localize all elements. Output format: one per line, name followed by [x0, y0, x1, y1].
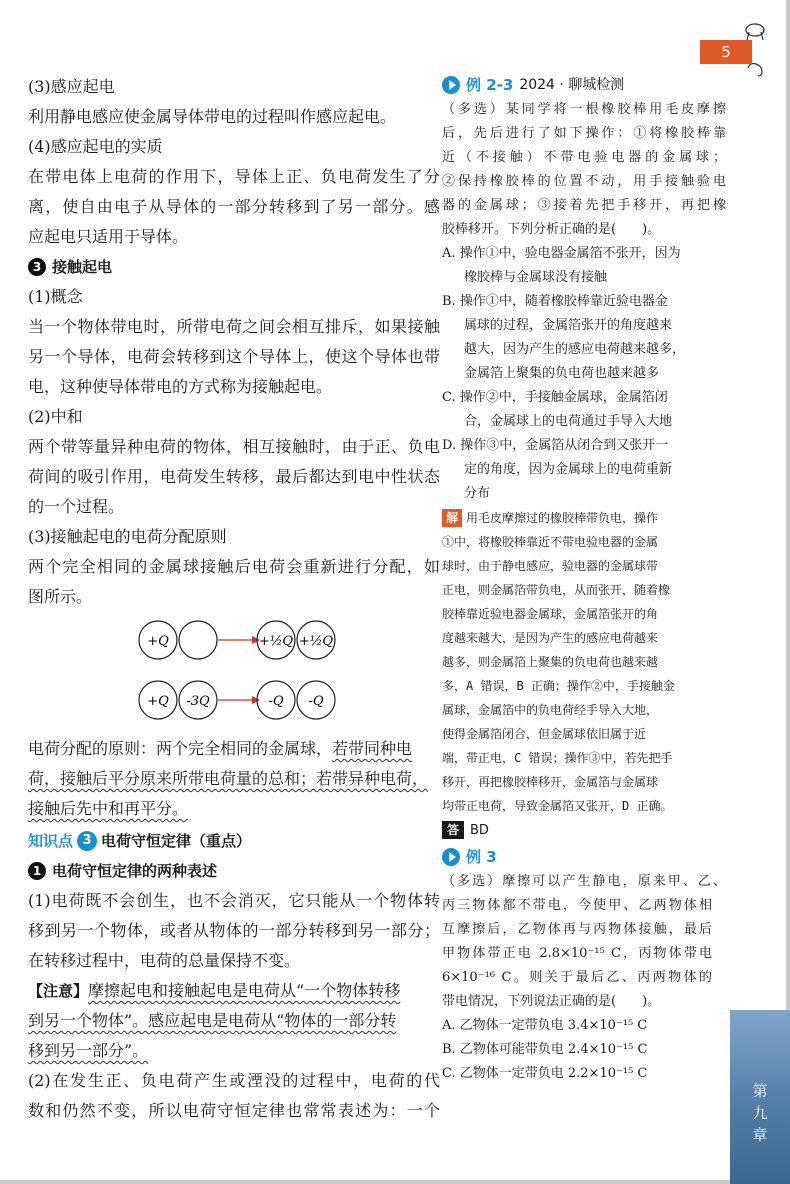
solution-line: 正电，则金属箔带负电，从而张开，随着橡	[442, 583, 671, 597]
concept-line: 当一个物体带电时，所带电荷之间会相互排斥，如果接触	[28, 317, 440, 336]
note-text: 摩擦起电和接触起电是电荷从“一个物体转移	[88, 981, 401, 1000]
section-3-number: 3	[28, 258, 46, 276]
principle-emphasis: 若带同种电	[332, 739, 413, 758]
option-line: 越大，因为产生的感应电荷越来越多，	[464, 342, 686, 357]
example-label: 例 3	[466, 848, 497, 866]
label-r1-a: +Q	[147, 634, 169, 649]
solution-line: 球时，由于静电感应，验电器的金属球带	[442, 559, 659, 573]
option-a	[442, 242, 726, 290]
label-r2-d: -Q	[308, 694, 324, 709]
question-line: 胶棒移开。下列分析正确的是( )。	[442, 222, 661, 237]
option-line: 属球的过程，金属箔张开的角度越来	[464, 318, 673, 333]
option-line: 金属箔上聚集的负电荷也越来越多	[464, 366, 660, 381]
section-3-title: 接触起电	[52, 258, 113, 276]
question-line: （多选）某同学将一根橡胶棒用毛皮摩擦	[442, 102, 726, 117]
note-tag: 【注意】	[28, 982, 89, 1000]
essence-line: 在带电体上电荷的作用下，导体上正、负电荷发生了分	[28, 167, 440, 186]
label-r1-d: +½Q	[298, 634, 334, 649]
solution-text: 用毛皮摩擦过的橡胶棒带负电，操作	[466, 511, 659, 525]
question-line: 互摩擦后，乙物体再与丙物体接触，最后	[442, 922, 712, 937]
option-line: A. 操作①中，验电器金属箔不张开，因为	[442, 246, 681, 261]
example-3-heading	[442, 844, 726, 870]
note-text: 到另一个物体”。感应起电是电荷从“物体的一部分转	[28, 1011, 397, 1030]
solution-line: 越多，则金属箔上聚集的负电荷也越来越	[442, 655, 659, 669]
answer-line	[442, 818, 726, 844]
solution-line	[442, 506, 726, 530]
label-r1-c: +½Q	[258, 634, 294, 649]
law2-line: 数和仍然不变，所以电荷守恒定律也常常表述为：一个	[28, 1101, 440, 1120]
label-r2-c: -Q	[268, 694, 284, 709]
option-c	[442, 386, 726, 434]
induction-title: (3)感应起电	[28, 77, 115, 96]
solution-line: 属球，金属箔中的负电荷经手导入大地，	[442, 703, 659, 717]
option-d	[442, 434, 726, 506]
note-line	[28, 1006, 440, 1036]
option-line: 定的角度，因为金属球上的电荷重新	[464, 462, 673, 477]
sub-1-number: 1	[28, 862, 46, 880]
page-right-edge	[786, 0, 790, 1184]
option-c-line: C. 乙物体一定带负电 2.2×10⁻¹⁵ C	[442, 1066, 648, 1081]
example-source: 2024 · 聊城检测	[519, 77, 625, 93]
chapter-tab-label: 第九章	[752, 1082, 768, 1144]
label-r2-b: -3Q	[186, 694, 210, 709]
question-line: 带电情况，下列说法正确的是( )。	[442, 994, 661, 1009]
solution-block	[442, 506, 726, 818]
sub-1-heading	[28, 856, 440, 886]
solution-line: 端，带正电，C 错误；操作③中，若先把手	[442, 751, 673, 765]
concept-title: (1)概念	[28, 287, 83, 306]
option-line: B. 操作①中，随着橡胶棒靠近验电器金	[442, 294, 668, 309]
law1-line: 在转移过程中，电荷的总量保持不变。	[28, 951, 301, 970]
option-line: 橡胶棒与金属球没有接触	[464, 270, 608, 285]
note-text: 移到另一部分”。	[28, 1041, 149, 1060]
example-label: 例 2-3	[466, 76, 514, 94]
distribution-title: (3)接触起电的电荷分配原则	[28, 527, 227, 546]
section-3-heading	[28, 252, 440, 282]
essence-line: 应起电只适用于导体。	[28, 227, 189, 246]
solution-line: 使得金属箔闭合，但金属球依旧属于近	[442, 727, 647, 741]
option-line: C. 操作②中，手接触金属球，金属箔闭	[442, 390, 668, 405]
law1-line: (1)电荷既不会创生，也不会消灭，它只能从一个物体转	[28, 891, 440, 910]
solution-line: 移开，再把橡胶棒移开，金属箔与金属球	[442, 775, 659, 789]
neutral-line: 的一个过程。	[28, 497, 125, 516]
principle-emphasis: 接触后先中和再平分。	[28, 799, 189, 818]
concept-line: 电，这种使导体带电的方式称为接触起电。	[28, 377, 333, 396]
solution-line: 多，A 错误，B 正确；操作②中，手接触金	[442, 679, 675, 693]
question-line: 甲物体带正电 2.8×10⁻¹⁵ C，丙物体带电	[442, 946, 712, 961]
neutral-title: (2)中和	[28, 407, 83, 426]
example-2-3-heading	[442, 72, 726, 98]
play-icon	[442, 848, 460, 866]
principle-line	[28, 734, 440, 764]
option-line: 分布	[464, 486, 491, 501]
principle-line	[28, 764, 440, 794]
option-line: D. 操作③中，金属箔从闭合到又张开一	[442, 438, 669, 453]
answer-tag: 答	[442, 821, 464, 839]
sphere-neutral	[179, 621, 217, 659]
question-line: 6×10⁻¹⁶ C。则关于最后乙、丙两物体的	[442, 970, 712, 985]
play-icon	[442, 76, 460, 94]
distribution-line: 图所示。	[28, 587, 93, 606]
kp-label: 知识点	[28, 832, 74, 850]
note-line	[28, 976, 440, 1006]
solution-line: ①中，将橡胶棒靠近不带电验电器的金属	[442, 535, 659, 549]
right-column	[442, 72, 726, 1086]
neutral-line: 两个带等量异种电荷的物体，相互接触时，由于正、负电	[28, 437, 440, 456]
law1-line: 移到另一个物体，或者从物体的一部分转移到另一部分；	[28, 921, 440, 940]
essence-title: (4)感应起电的实质	[28, 137, 163, 156]
solution-tag: 解	[442, 509, 462, 527]
question-line: 近（不接触）不带电验电器的金属球；	[442, 150, 726, 165]
solution-line: 胶棒靠近验电器金属球，金属箔张开的角	[442, 607, 659, 621]
option-a-line: A. 乙物体一定带负电 3.4×10⁻¹⁵ C	[442, 1018, 648, 1033]
question-line: 后，先后进行了如下操作：①将橡胶棒靠	[442, 126, 726, 141]
solution-line: 均带正电荷，导致金属箔又张开，D 正确。	[442, 799, 673, 813]
example-3-body	[442, 870, 726, 1086]
distribution-line: 两个完全相同的金属球接触后电荷会重新进行分配，如	[28, 557, 440, 576]
question-line: 器的金属球；③接着先把手移开，再把橡	[442, 198, 726, 213]
option-b-line: B. 乙物体可能带负电 2.4×10⁻¹⁵ C	[442, 1042, 648, 1057]
label-r2-a: +Q	[147, 694, 169, 709]
answer-value: BD	[470, 823, 489, 838]
neutral-line: 荷间的吸引作用，电荷发生转移，最后都达到电中性状态	[28, 467, 440, 486]
charge-distribution-diagram	[28, 616, 440, 728]
essence-line: 离，使自由电子从导体的一部分转移到了另一部分。感	[28, 197, 440, 216]
induction-text: 利用静电感应使金属导体带电的过程叫作感应起电。	[28, 107, 397, 126]
solution-line: 度越来越大，是因为产生的感应电荷越来	[442, 631, 659, 645]
question-line: ②保持橡胶棒的位置不动，用手接触验电	[442, 174, 726, 189]
concept-line: 另一个导体，电荷会转移到这个导体上，使这个导体也带	[28, 347, 440, 366]
page-bottom-edge	[0, 1180, 790, 1184]
principle-emphasis: 荷，接触后平分原来所带电荷量的总和；若带异种电荷，	[28, 769, 429, 788]
question-line: （多选）摩擦可以产生静电，原来甲、乙、	[442, 874, 726, 889]
sub-1-title: 电荷守恒定律的两种表述	[52, 862, 218, 880]
kp-number: 3	[77, 831, 97, 851]
principle-text: 电荷分配的原则：两个完全相同的金属球，	[28, 739, 333, 758]
option-b	[442, 290, 726, 386]
option-line: 合，金属球上的电荷通过手导入大地	[464, 414, 673, 429]
principle-line	[28, 794, 440, 824]
question-line: 丙三物体都不带电，今使甲、乙两物体相	[442, 898, 712, 913]
kp-title: 电荷守恒定律（重点）	[101, 832, 252, 850]
law2-line: (2)在发生正、负电荷产生或湮没的过程中，电荷的代	[28, 1071, 440, 1090]
knowledge-point-heading	[28, 826, 440, 856]
note-line	[28, 1036, 440, 1066]
left-column	[28, 72, 440, 1126]
page-number: 5	[700, 40, 752, 64]
